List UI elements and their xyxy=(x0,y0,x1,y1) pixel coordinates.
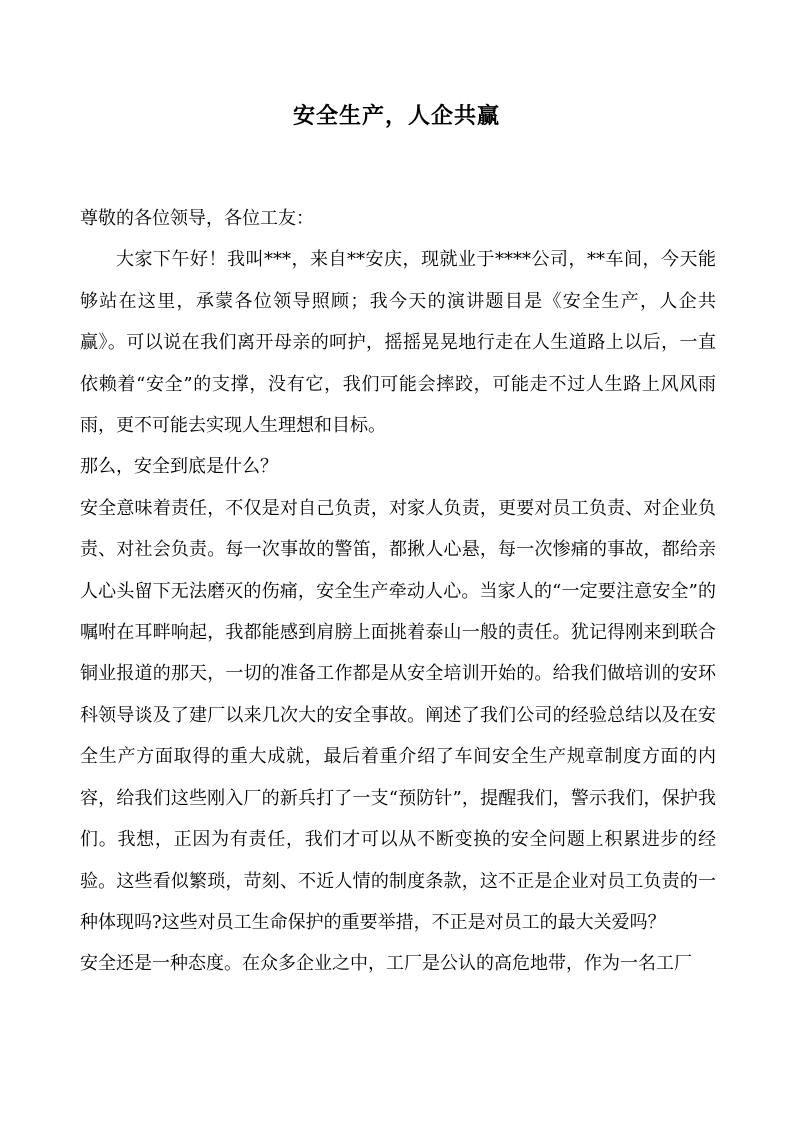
document-body xyxy=(80,198,716,985)
paragraph-attitude: 安全还是一种态度。在众多企业之中，工厂是公认的高危地带，作为一名工厂 xyxy=(80,953,692,975)
paragraph-intro: 大家下午好！我叫***，来自**安庆，现就业于****公司，**车间，今天能够站在这里，承蒙各位领导照顾；我今天的演讲题目是《安全生产，人企共赢》。可以说在我们离开母亲的呵护，摇摇晃晃地行走在人生道路上以后，一直依赖着“安全”的支撑，没有它，我们可能会摔跤，可能走不过人生路上风风雨雨，更不可能去实现人生理想和目标。 xyxy=(80,249,716,437)
paragraph-question: 那么，安全到底是什么？ xyxy=(80,456,278,478)
greeting-line: 尊敬的各位领导，各位工友： xyxy=(80,208,314,229)
paragraph-responsibility: 安全意味着责任，不仅是对自己负责，对家人负责，更要对员工负责、对企业负责、对社会负责。每一次事故的警笛，都揪人心悬，每一次惨痛的事故，都给亲人心头留下无法磨灭的伤痛，安全生产牵动人心。当家人的“一定要注意安全”的嘱咐在耳畔响起，我都能感到肩膀上面挑着泰山一般的责任。犹记得刚来到联合铜业报道的那天，一切的准备工作都是从安全培训开始的。给我们做培训的安环科领导谈及了建厂以来几次大的安全事故。阐述了我们公司的经验总结以及在安全生产方面取得的重大成就，最后着重介绍了车间安全生产规章制度方面的内容，给我们这些刚入厂的新兵打了一支“预防针”，提醒我们，警示我们，保护我们。我想，正因为有责任，我们才可以从不断变换的安全问题上积累进步的经验。这些看似繁琐，苛刻、不近人情的制度条款，这不正是企业对员工负责的一种体现吗?这些对员工生命保护的重要举措，不正是对员工的最大关爱吗？ xyxy=(80,497,716,933)
document-title: 安全生产，人企共赢 xyxy=(292,104,500,129)
